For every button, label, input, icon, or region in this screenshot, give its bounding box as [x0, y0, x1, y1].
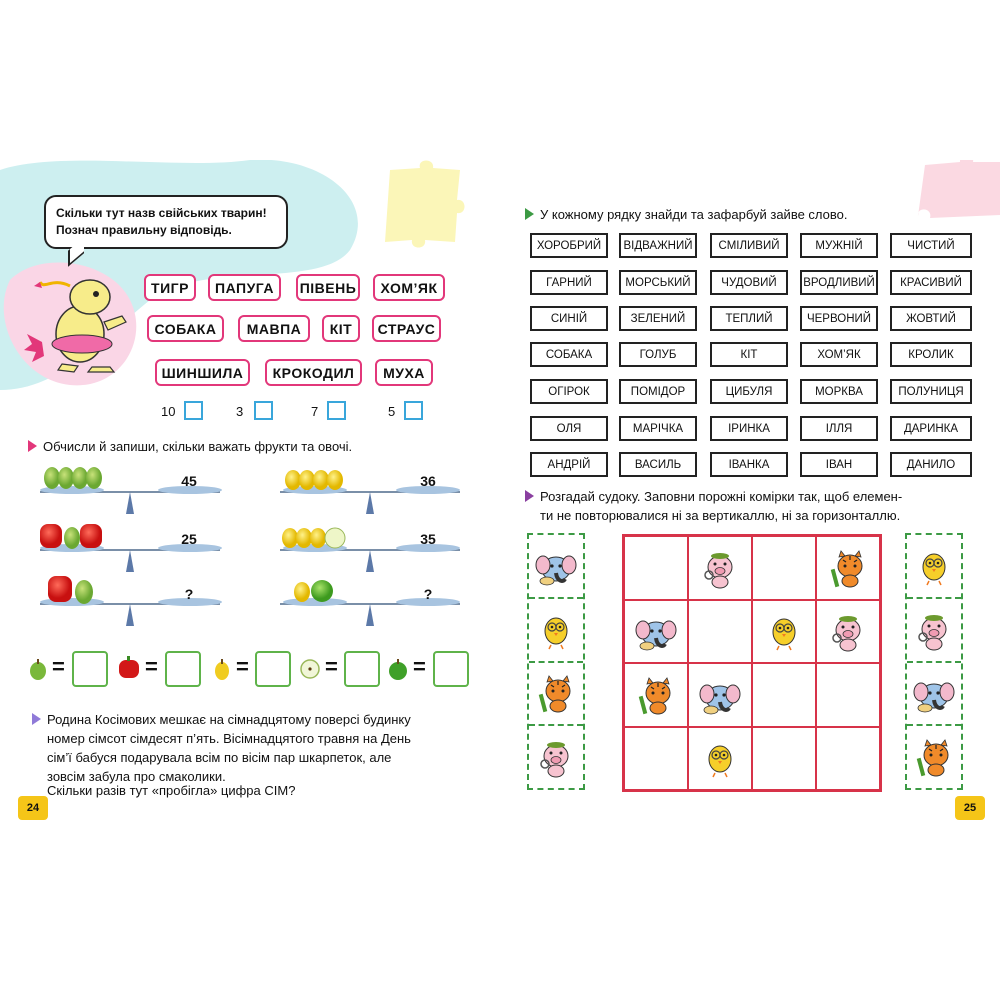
speech-line-2: Познач правильну відповідь. [56, 223, 232, 237]
word-cell[interactable]: ІЛЛЯ [800, 416, 878, 441]
green-apple-icon [387, 657, 409, 681]
scale-weight: 36 [420, 473, 436, 489]
scale-weight: ? [423, 586, 433, 602]
word-cell[interactable]: ПОМІДОР [619, 379, 697, 404]
answer-checkbox[interactable] [327, 401, 346, 420]
word-cell[interactable]: КРОЛИК [890, 342, 972, 367]
sudoku-cell-empty[interactable] [752, 663, 816, 727]
word-cell[interactable]: ГОЛУБ [619, 342, 697, 367]
word-cell[interactable]: ЦИБУЛЯ [710, 379, 788, 404]
sudoku-cell-filled [816, 536, 880, 600]
sudoku-cell-filled [624, 663, 688, 727]
word-cell[interactable]: ІВАН [800, 452, 878, 477]
word-cell[interactable]: ОЛЯ [530, 416, 608, 441]
word-cell[interactable]: ВРОДЛИВИЙ [800, 270, 878, 295]
yellow-pear-answer-box[interactable] [255, 651, 291, 687]
yellow-pear-icon [212, 657, 232, 681]
task-sudoku-text: Розгадай судоку. Заповни порожні комірки так, щоб елемен- ти не повторювалися ні за вертикаллю, ні за горизонталлю. [525, 487, 975, 525]
answer-option-label: 5 [388, 404, 396, 419]
answer-checkbox[interactable] [184, 401, 203, 420]
elephant-icon [535, 545, 577, 587]
pear-answer-box[interactable] [72, 651, 108, 687]
tiger-icon [535, 672, 577, 714]
sudoku-right-column [905, 533, 963, 790]
pepper-answer-box[interactable] [165, 651, 201, 687]
pig-icon [913, 609, 955, 651]
sudoku-cell-empty[interactable] [624, 727, 688, 791]
triangle-bullet-icon [32, 713, 41, 725]
word-cell[interactable]: ХОМ’ЯК [800, 342, 878, 367]
animal-word-chinchilla[interactable]: ШИНШИЛА [155, 359, 250, 386]
elephant-icon [913, 672, 955, 714]
word-cell[interactable]: ЧИСТИЙ [890, 233, 972, 258]
word-cell[interactable]: ОГІРОК [530, 379, 608, 404]
puzzle-piece-yellow [375, 160, 470, 250]
word-cell[interactable]: ВІДВАЖНИЙ [619, 233, 697, 258]
word-cell[interactable]: ДАНИЛО [890, 452, 972, 477]
scale-weight: ? [184, 586, 194, 602]
sudoku-cell-filled [816, 600, 880, 664]
equals-sign: = [52, 654, 65, 679]
word-cell[interactable]: КІТ [710, 342, 788, 367]
animal-word-rooster[interactable]: ПІВЕНЬ [296, 274, 360, 301]
word-cell[interactable]: ЧЕРВОНИЙ [800, 306, 878, 331]
speech-line-1: Скільки тут назв свійських тварин! [56, 206, 267, 220]
elephant-icon [699, 674, 741, 716]
elephant-icon [635, 610, 677, 652]
puzzle-piece-pink [915, 160, 1000, 220]
sudoku-cell-filled [688, 727, 752, 791]
animal-word-parrot[interactable]: ПАПУГА [208, 274, 281, 301]
word-cell[interactable]: ТЕПЛИЙ [710, 306, 788, 331]
sudoku-side-cell [529, 726, 583, 788]
page-number-left: 24 [18, 796, 48, 820]
tiger-icon [827, 547, 869, 589]
scales-illustration [30, 458, 470, 638]
animal-word-monkey[interactable]: МАВПА [238, 315, 310, 342]
word-cell[interactable]: СИНІЙ [530, 306, 608, 331]
answer-checkbox[interactable] [254, 401, 273, 420]
sudoku-side-cell [529, 663, 583, 727]
pig-icon [827, 610, 869, 652]
task-words-heading: У кожному рядку знайди та зафарбуй зайве слово. [525, 205, 847, 224]
sudoku-cell-filled [752, 600, 816, 664]
triangle-bullet-icon [525, 208, 534, 220]
word-cell[interactable]: КРАСИВИЙ [890, 270, 972, 295]
sudoku-side-cell [907, 726, 961, 788]
scale-weight: 35 [420, 531, 436, 547]
task-fruits-heading: Обчисли й запиши, скільки важать фрукти та овочі. [28, 437, 352, 456]
sudoku-grid [622, 534, 882, 792]
sudoku-cell-filled [688, 536, 752, 600]
sudoku-cell-empty[interactable] [752, 536, 816, 600]
apple-slice-answer-box[interactable] [344, 651, 380, 687]
equals-sign: = [236, 654, 249, 679]
word-cell[interactable]: ЖОВТИЙ [890, 306, 972, 331]
sudoku-side-cell [907, 663, 961, 727]
animal-word-dog[interactable]: СОБАКА [147, 315, 224, 342]
triangle-bullet-icon [28, 440, 37, 452]
pig-icon [535, 736, 577, 778]
sudoku-cell-empty[interactable] [624, 536, 688, 600]
word-cell[interactable]: МОРСЬКИЙ [619, 270, 697, 295]
scale-weight: 45 [181, 473, 197, 489]
word-cell[interactable]: МАРІЧКА [619, 416, 697, 441]
sudoku-cell-empty[interactable] [688, 600, 752, 664]
word-cell[interactable]: ІРИНКА [710, 416, 788, 441]
animal-word-ostrich[interactable]: СТРАУС [372, 315, 441, 342]
sudoku-cell-empty[interactable] [816, 727, 880, 791]
animal-word-tiger[interactable]: ТИГР [144, 274, 196, 301]
apple-slice-icon [299, 658, 321, 680]
answer-checkbox[interactable] [404, 401, 423, 420]
word-cell[interactable]: ДАРИНКА [890, 416, 972, 441]
word-cell[interactable]: ЗЕЛЕНИЙ [619, 306, 697, 331]
word-cell[interactable]: АНДРІЙ [530, 452, 608, 477]
chick-icon [913, 545, 955, 587]
sudoku-side-cell [907, 535, 961, 599]
scale-weight: 25 [181, 531, 197, 547]
task-seven-question: Скільки разів тут «пробігла» цифра СІМ? [47, 783, 296, 798]
sudoku-side-cell [529, 535, 583, 599]
word-cell[interactable]: ПОЛУНИЦЯ [890, 379, 972, 404]
animal-word-cat[interactable]: КІТ [322, 315, 360, 342]
word-cell[interactable]: ЧУДОВИЙ [710, 270, 788, 295]
dragon-mascot-illustration [22, 272, 140, 380]
tiger-icon [635, 674, 677, 716]
word-cell[interactable]: МОРКВА [800, 379, 878, 404]
word-cell[interactable]: ХОРОБРИЙ [530, 233, 608, 258]
chick-icon [763, 610, 805, 652]
pepper-icon [117, 656, 141, 680]
triangle-bullet-icon [525, 490, 534, 502]
word-cell[interactable]: СОБАКА [530, 342, 608, 367]
sudoku-left-column [527, 533, 585, 790]
sudoku-cell-empty[interactable] [752, 727, 816, 791]
animal-word-hamster[interactable]: ХОМ’ЯК [373, 274, 445, 301]
equals-sign: = [413, 654, 426, 679]
animal-word-fly[interactable]: МУХА [375, 359, 433, 386]
answer-option-label: 10 [161, 404, 176, 419]
green-apple-answer-box[interactable] [433, 651, 469, 687]
equals-sign: = [325, 654, 338, 679]
speech-bubble [44, 195, 288, 249]
page-number-right: 25 [955, 796, 985, 820]
chick-icon [699, 737, 741, 779]
answer-option-label: 3 [236, 404, 244, 419]
answer-option-label: 7 [311, 404, 319, 419]
word-cell[interactable]: ВАСИЛЬ [619, 452, 697, 477]
word-cell[interactable]: МУЖНІЙ [800, 233, 878, 258]
sudoku-cell-filled [688, 663, 752, 727]
sudoku-cell-filled [624, 600, 688, 664]
sudoku-side-cell [529, 599, 583, 663]
sudoku-side-cell [907, 599, 961, 663]
pear-icon [28, 657, 48, 681]
word-cell[interactable]: СМІЛИВИЙ [710, 233, 788, 258]
word-cell[interactable]: ІВАНКА [710, 452, 788, 477]
sudoku-cell-empty[interactable] [816, 663, 880, 727]
chick-icon [535, 609, 577, 651]
task-seven-text: Родина Косімових мешкає на сімнадцятому поверсі будинку номер сімсот сімдесят п’ять. Вісімнадцятого травня на День сім’ї бабуся подарувала всім по вісім пар шкарпеток, але зовсім забула про смаколики. [32, 710, 472, 786]
tiger-icon [913, 736, 955, 778]
pig-icon [699, 547, 741, 589]
animal-word-crocodile[interactable]: КРОКОДИЛ [265, 359, 362, 386]
equals-sign: = [145, 654, 158, 679]
word-cell[interactable]: ГАРНИЙ [530, 270, 608, 295]
